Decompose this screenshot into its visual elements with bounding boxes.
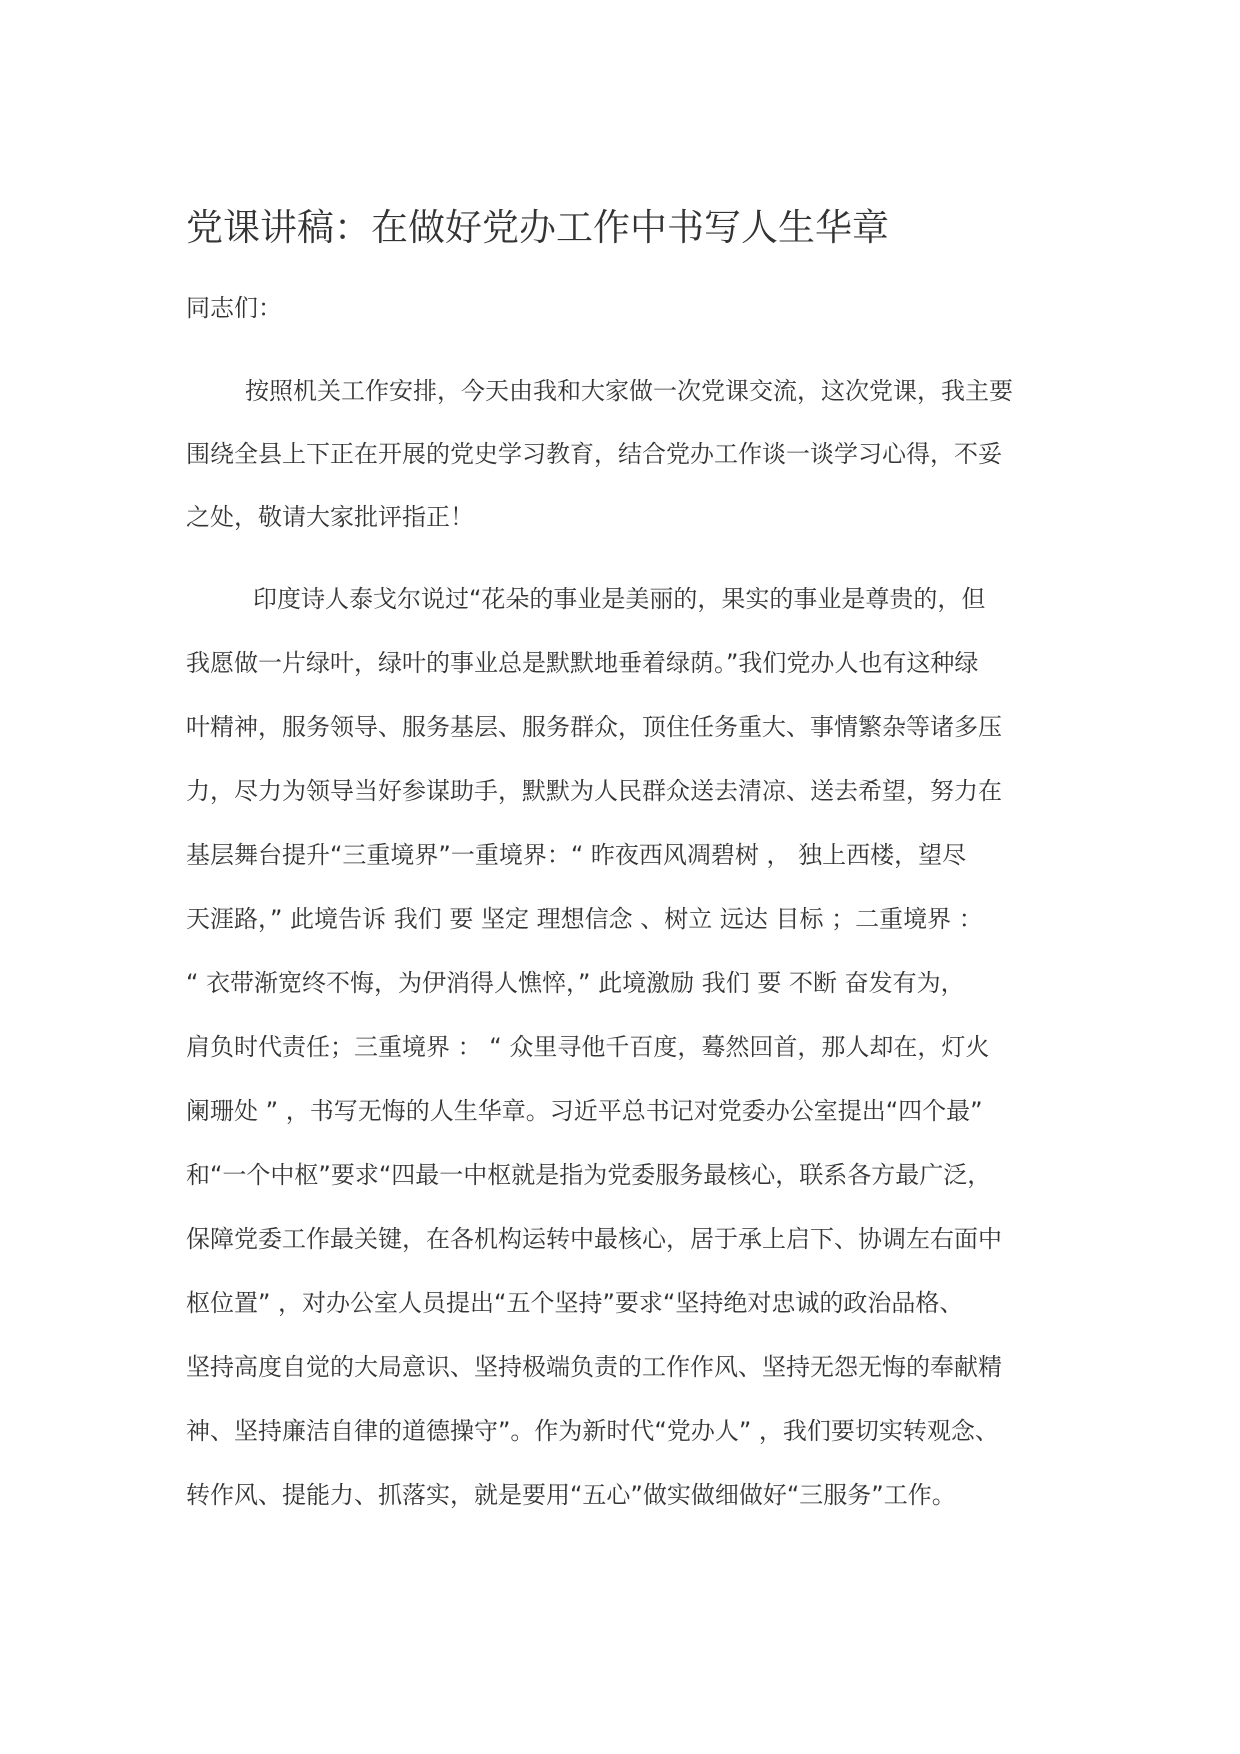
paragraph-2-line-6: 天涯路，” 此境告诉 我们 要 坚定 理想信念 、树立 远达 目标 ；二重境界 ： [186,905,983,933]
paragraph-2-line-10: 和“一个中枢”要求“四最一中枢就是指为党委服务最核心，联系各方最广泛， [186,1161,992,1189]
paragraph-2-line-11: 保障党委工作最关键，在各机构运转中最核心，居于承上启下、协调左右面中 [186,1225,1002,1253]
document-title: 党课讲稿：在做好党办工作中书写人生华章 [186,206,889,249]
paragraph-1-line-3: 之处，敬请大家批评指正！ [186,503,474,531]
paragraph-2-line-9: 阑珊处 ” ，书写无悔的人生华章。习近平总书记对党委办公室提出“四个最” [186,1097,983,1125]
paragraph-2-line-2: 我愿做一片绿叶，绿叶的事业总是默默地垂着绿荫。”我们党办人也有这种绿 [186,649,979,677]
paragraph-2-line-14: 神、坚持廉洁自律的道德操守”。作为新时代“党办人” ，我们要切实转观念、 [186,1417,999,1445]
paragraph-2-line-1: 印度诗人泰戈尔说过“花朵的事业是美丽的，果实的事业是尊贵的，但 [253,585,986,613]
paragraph-1-line-1: 按照机关工作安排，今天由我和大家做一次党课交流，这次党课，我主要 [245,377,1013,405]
paragraph-2-line-3: 叶精神，服务领导、服务基层、服务群众，顶住任务重大、事情繁杂等诸多压 [186,713,1002,741]
paragraph-2-line-4: 力，尽力为领导当好参谋助手，默默为人民群众送去清凉、送去希望，努力在 [186,777,1002,805]
paragraph-2-line-8: 肩负时代责任；三重境界 ： “ 众里寻他千百度，蓦然回首，那人却在，灯火 [186,1033,990,1061]
paragraph-2-line-5: 基层舞台提升“三重境界”一重境界：“ 昨夜西风凋碧树 ， 独上西楼，望尽 [186,841,967,869]
paragraph-2-line-7: “ 衣带渐宽终不悔，为伊消得人憔悴，” 此境激励 我们 要 不断 奋发有为， [186,969,965,997]
paragraph-1-line-2: 围绕全县上下正在开展的党史学习教育，结合党办工作谈一谈学习心得，不妥 [186,440,1002,468]
paragraph-2-line-15: 转作风、提能力、抓落实，就是要用“五心”做实做细做好“三服务”工作。 [186,1481,956,1509]
salutation: 同志们： [186,294,282,322]
paragraph-2-line-13: 坚持高度自觉的大局意识、坚持极端负责的工作作风、坚持无怨无悔的奉献精 [186,1353,1002,1381]
paragraph-2-line-12: 枢位置” ，对办公室人员提出“五个坚持”要求“坚持绝对忠诚的政治品格、 [186,1289,964,1317]
